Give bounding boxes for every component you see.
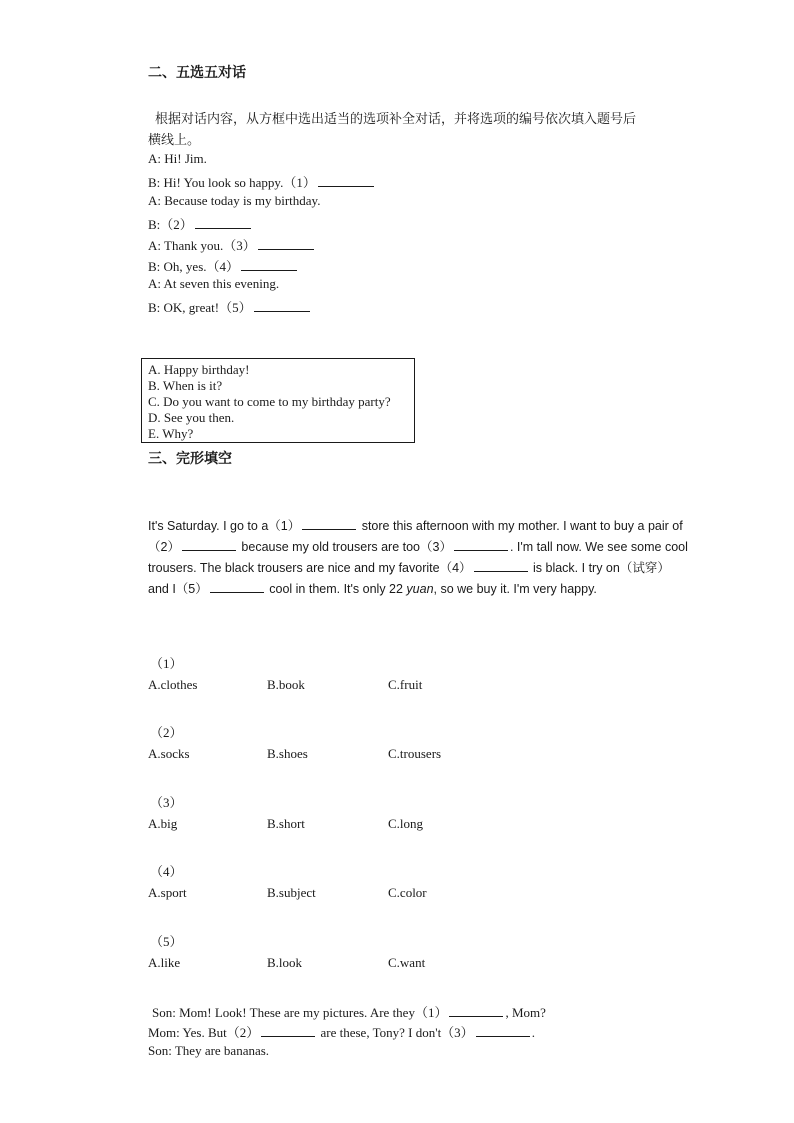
cloze-blank-5[interactable] [210, 580, 264, 593]
q5-option-b[interactable]: B.look [267, 955, 303, 970]
dialogue-line-1: A: Hi! Jim. [148, 151, 207, 166]
cloze-passage: It's Saturday. I go to a（1） store this afternoon with my mother. I want to buy a pair of（2） because my old trousers are too（3） . I'm tall now. We see some cool trousers. The black trousers are nice and my favorite（4） is black. I try on（试穿）and I（5） cool in them. It's only 22 yuan, so we buy it. I'm very happy. [148, 519, 688, 596]
son-mom-line-2: Mom: Yes. But（2） are these, Tony? I don't（3） . [148, 1025, 535, 1040]
q5-option-c[interactable]: C.want [388, 955, 426, 970]
q1-option-a[interactable]: A.clothes [148, 677, 198, 692]
section-title-dialogue: 二、五选五对话 [148, 65, 246, 81]
q2-option-b[interactable]: B.shoes [267, 746, 308, 761]
question-number-5: （5） [150, 934, 183, 949]
answer-blank-3[interactable] [258, 237, 314, 250]
answer-blank-1[interactable] [318, 174, 374, 187]
question-number-2: （2） [150, 725, 183, 740]
answer-blank-4[interactable] [241, 258, 297, 271]
dialog2-blank-2[interactable] [261, 1024, 315, 1037]
instruction-line-1: 根据对话内容，从方框中选出适当的选项补全对话，并将选项的编号依次填入题号后 [155, 112, 637, 127]
q1-option-c[interactable]: C.fruit [388, 677, 423, 692]
question-number-4: （4） [150, 864, 183, 879]
q3-option-b[interactable]: B.short [267, 816, 305, 831]
section-title-cloze: 三、完形填空 [148, 451, 232, 467]
cloze-blank-2[interactable] [182, 538, 236, 551]
dialog2-blank-3[interactable] [476, 1024, 530, 1037]
question-number-3: （3） [150, 795, 183, 810]
q1-option-b[interactable]: B.book [267, 677, 305, 692]
son-mom-line-3: Son: They are bananas. [148, 1043, 270, 1058]
option-c: C. Do you want to come to my birthday party? [148, 394, 391, 409]
option-b: B. When is it? [148, 378, 223, 393]
son-mom-line-1: Son: Mom! Look! These are my pictures. Are they（1） , Mom? [152, 1005, 546, 1020]
option-e: E. Why? [148, 426, 194, 441]
cloze-blank-1[interactable] [302, 517, 356, 530]
instruction-line-2: 横线上。 [148, 133, 201, 148]
q4-option-b[interactable]: B.subject [267, 885, 316, 900]
q3-option-a[interactable]: A.big [148, 816, 178, 831]
answer-blank-5[interactable] [254, 299, 310, 312]
dialogue-line-4: B:（2） [148, 214, 253, 233]
options-box [141, 358, 415, 443]
cloze-blank-3[interactable] [454, 538, 508, 551]
dialogue-line-5: A: Thank you.（3） [148, 235, 316, 254]
answer-blank-2[interactable] [195, 216, 251, 229]
option-a: A. Happy birthday! [148, 362, 250, 377]
dialogue-line-3: A: Because today is my birthday. [148, 193, 321, 208]
dialogue-line-7: A: At seven this evening. [148, 276, 280, 291]
q4-option-c[interactable]: C.color [388, 885, 427, 900]
question-number-1: （1） [150, 656, 183, 671]
q5-option-a[interactable]: A.like [148, 955, 181, 970]
q4-option-a[interactable]: A.sport [148, 885, 187, 900]
q2-option-c[interactable]: C.trousers [388, 746, 442, 761]
q3-option-c[interactable]: C.long [388, 816, 424, 831]
dialogue-line-2: B: Hi! You look so happy.（1） [148, 172, 376, 191]
dialog2-blank-1[interactable] [449, 1004, 503, 1017]
q2-option-a[interactable]: A.socks [148, 746, 190, 761]
dialogue-line-8: B: OK, great!（5） [148, 297, 312, 316]
cloze-blank-4[interactable] [474, 559, 528, 572]
option-d: D. See you then. [148, 410, 235, 425]
dialogue-line-6: B: Oh, yes.（4） [148, 256, 299, 275]
